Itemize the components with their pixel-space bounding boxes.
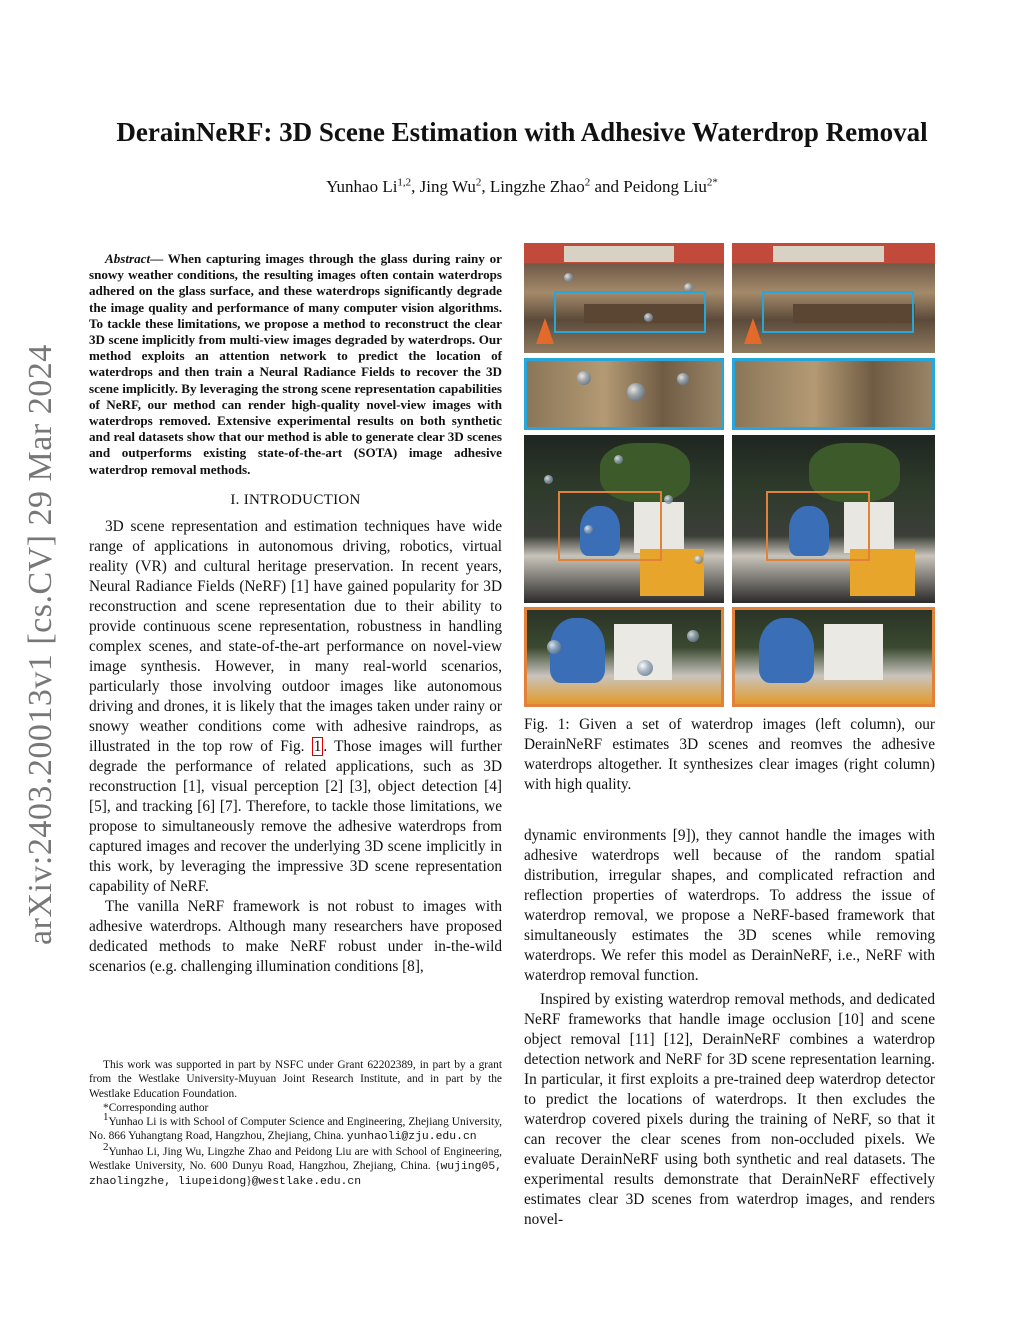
input-image-scene1 <box>524 243 724 353</box>
highlight-box <box>762 291 914 333</box>
paragraph: The vanilla NeRF framework is not robust to images with adhesive waterdrops. Although many researchers have proposed dedicated methods to make NeRF robust under in-the-wild scenarios (e.g. challenging illumination conditions [8], <box>89 897 502 975</box>
footnote-corresponding: *Corresponding author <box>103 1101 209 1114</box>
author-affiliation: 2 <box>584 176 591 189</box>
output-crop-scene1 <box>732 358 935 430</box>
right-column <box>524 826 935 1230</box>
footnotes <box>89 1058 502 1190</box>
footnote-affiliation-1: $^1$Yunhao Li is with School of Computer Science and Engineering, Zhejiang University, No. 866 Yuhangtang Road, Hangzhou, Zhejiang, China. yunhaoli@zju.edu.cn <box>89 1111 502 1144</box>
arxiv-stamp: arXiv:2403.20013v1 [cs.CV] 29 Mar 2024 <box>22 344 59 945</box>
highlight-box <box>558 491 662 561</box>
section-heading: I. INTRODUCTION <box>230 491 361 508</box>
abstract: Abstract— When capturing images through the glass during rainy or snowy weather conditions, the resulting images often contain waterdrops adhered on the glass surface, and these waterdrops significantly degrade the image quality and performance of many computer vision algorithms. To tackle these limitations, we propose a method to reconstruct the clear 3D scene implicitly from multi-view images degraded by waterdrops. Our method exploits an attention network to predict the location of waterdrops and then train a Neural Radiance Fields to recover the 3D scene implicitly. By leveraging the strong scene representation capabilities of NeRF, our method can render high-quality novel-view images with waterdrops removed. Extensive experimental results on both synthetic and real datasets show that our method is able to generate clear 3D scenes and outperforms existing state-of-the-art (SOTA) image adhesive waterdrop removal methods. <box>89 251 502 477</box>
footnote-affiliation-2: $^2$Yunhao Li, Jing Wu, Lingzhe Zhao and Peidong Liu are with School of Engineering, Westlake University, No. 600 Dunyu Road, Hangzhou, Zhejiang, China. {wujing05, zhaolingzhe, liupeidong}@westlake.edu.cn <box>89 1140 502 1189</box>
author-affiliation: 1,2 <box>397 176 412 189</box>
highlight-box <box>554 291 706 333</box>
output-image-scene1 <box>732 243 935 353</box>
left-column <box>89 251 502 977</box>
email-users: wujing05, zhaolingzhe, liupeidong <box>89 1161 502 1189</box>
input-crop-scene1 <box>524 358 724 430</box>
paragraph: dynamic environments [9]), they cannot handle the images with adhesive waterdrops well because of the random spatial distribution, irregular shapes, and complicated refraction and reflection properties of waterdrops. To address the issue of waterdrop removal, we propose a NeRF-based framework that simultaneously estimates the 3D scenes while removing waterdrops. We refer this model as DerainNeRF, i.e., NeRF with waterdrop removal function. <box>524 827 935 984</box>
author-name: Lingzhe Zhao <box>489 177 585 196</box>
input-crop-scene2 <box>524 607 724 707</box>
highlight-box <box>766 491 870 561</box>
figure-reference-link[interactable]: 1 <box>313 737 322 755</box>
author-name: Peidong Liu <box>623 177 707 196</box>
author-affiliation: 2* <box>706 176 718 189</box>
abstract-label: Abstract <box>105 251 151 266</box>
abstract-text: When capturing images through the glass during rainy or snowy weather conditions, the resulting images often contain waterdrops adhered on the glass surface, and these waterdrops significantly degrade the image quality and performance of many computer vision algorithms. To tackle these limitations, we propose a method to reconstruct the clear 3D scene implicitly from multi-view images degraded by waterdrops. Our method exploits an attention network to predict the location of waterdrops and then train a Neural Radiance Fields to recover the 3D scene implicitly. By leveraging the strong scene representation capabilities of NeRF, our method can render high-quality novel-view images with waterdrops removed. Extensive experimental results on both synthetic and real datasets show that our method is able to generate clear 3D scenes and outperforms existing state-of-the-art (SOTA) image adhesive waterdrop removal methods. <box>89 251 502 477</box>
paragraph: 3D scene representation and estimation techniques have wide range of applications in autonomous driving, robotics, virtual reality (VR) and cultural heritage preservation. In recent years, Neural Radiance Fields (NeRF) [1] have gained popularity for 3D reconstruction and scene representation due to their ability to provide continuous scene representation, robustness in handling complex scenes, and state-of-the-art performance on novel-view image synthesis. However, in many real-world scenarios, particularly those involving outdoor images like autonomous driving and drones, it is likely that the images taken under rainy or snowy weather conditions come with adhesive raindrops, as illustrated in the top row of Fig. 1 . Those images will further degrade the performance of related applications, such as 3D reconstruction [1], visual perception [2] [3], object detection [4] [5], and tracking [6] [7]. Therefore, to tackle those limitations, we propose to simultaneously remove the adhesive waterdrops from captured images and recover the underlying 3D scene implicitly in this work, by leveraging the impressive 3D scene representation capability of NeRF. <box>89 517 502 895</box>
figure-caption: Fig. 1: Given a set of waterdrop images (left column), our DerainNeRF estimates 3D scenes and reomves the adhesive waterdrops altogether. It synthesizes clear images (right column) with high quality. <box>524 716 935 793</box>
paragraph: Inspired by existing waterdrop removal methods, and dedicated NeRF frameworks that handle image occlusion [10] and scene object removal [11] [12], DerainNeRF combines a waterdrop detection network and NeRF for 3D scene representation learning. In particular, it first exploits a pre-trained deep waterdrop detector to predict the locations of waterdrops. It then excludes the waterdrop covered pixels during the training of NeRF, so that it can recover the clear scenes from non-occluded pixels. We evaluate DerainNeRF using both synthetic and real datasets. The experimental results demonstrate that DerainNeRF effectively estimates clear 3D scenes from waterdrop images, and renders novel- <box>524 991 935 1228</box>
figure-1 <box>524 243 935 707</box>
email-link[interactable]: yunhaoli@zju.edu.cn <box>346 1131 477 1144</box>
input-image-scene2 <box>524 435 724 603</box>
author-list: Yunhao Li$^{1,2}$, Jing Wu$^2$, Lingzhe Zhao$^2$ and Peidong Liu$^{2*}$ <box>326 176 718 196</box>
output-crop-scene2 <box>732 607 935 707</box>
author-name: Jing Wu <box>419 177 476 196</box>
paper-title: DerainNeRF: 3D Scene Estimation with Adhesive Waterdrop Removal <box>116 117 928 147</box>
output-image-scene2 <box>732 435 935 603</box>
footnote-funding: This work was supported in part by NSFC under Grant 62202389, in part by a grant from the Westlake University-Muyuan Joint Research Institute, and in part by the Westlake Education Foundation. <box>89 1059 502 1100</box>
author-name: Yunhao Li <box>326 177 398 196</box>
introduction <box>89 517 502 977</box>
email-domain: @westlake.edu.cn <box>251 1176 362 1189</box>
author-affiliation: 2 <box>475 176 482 189</box>
